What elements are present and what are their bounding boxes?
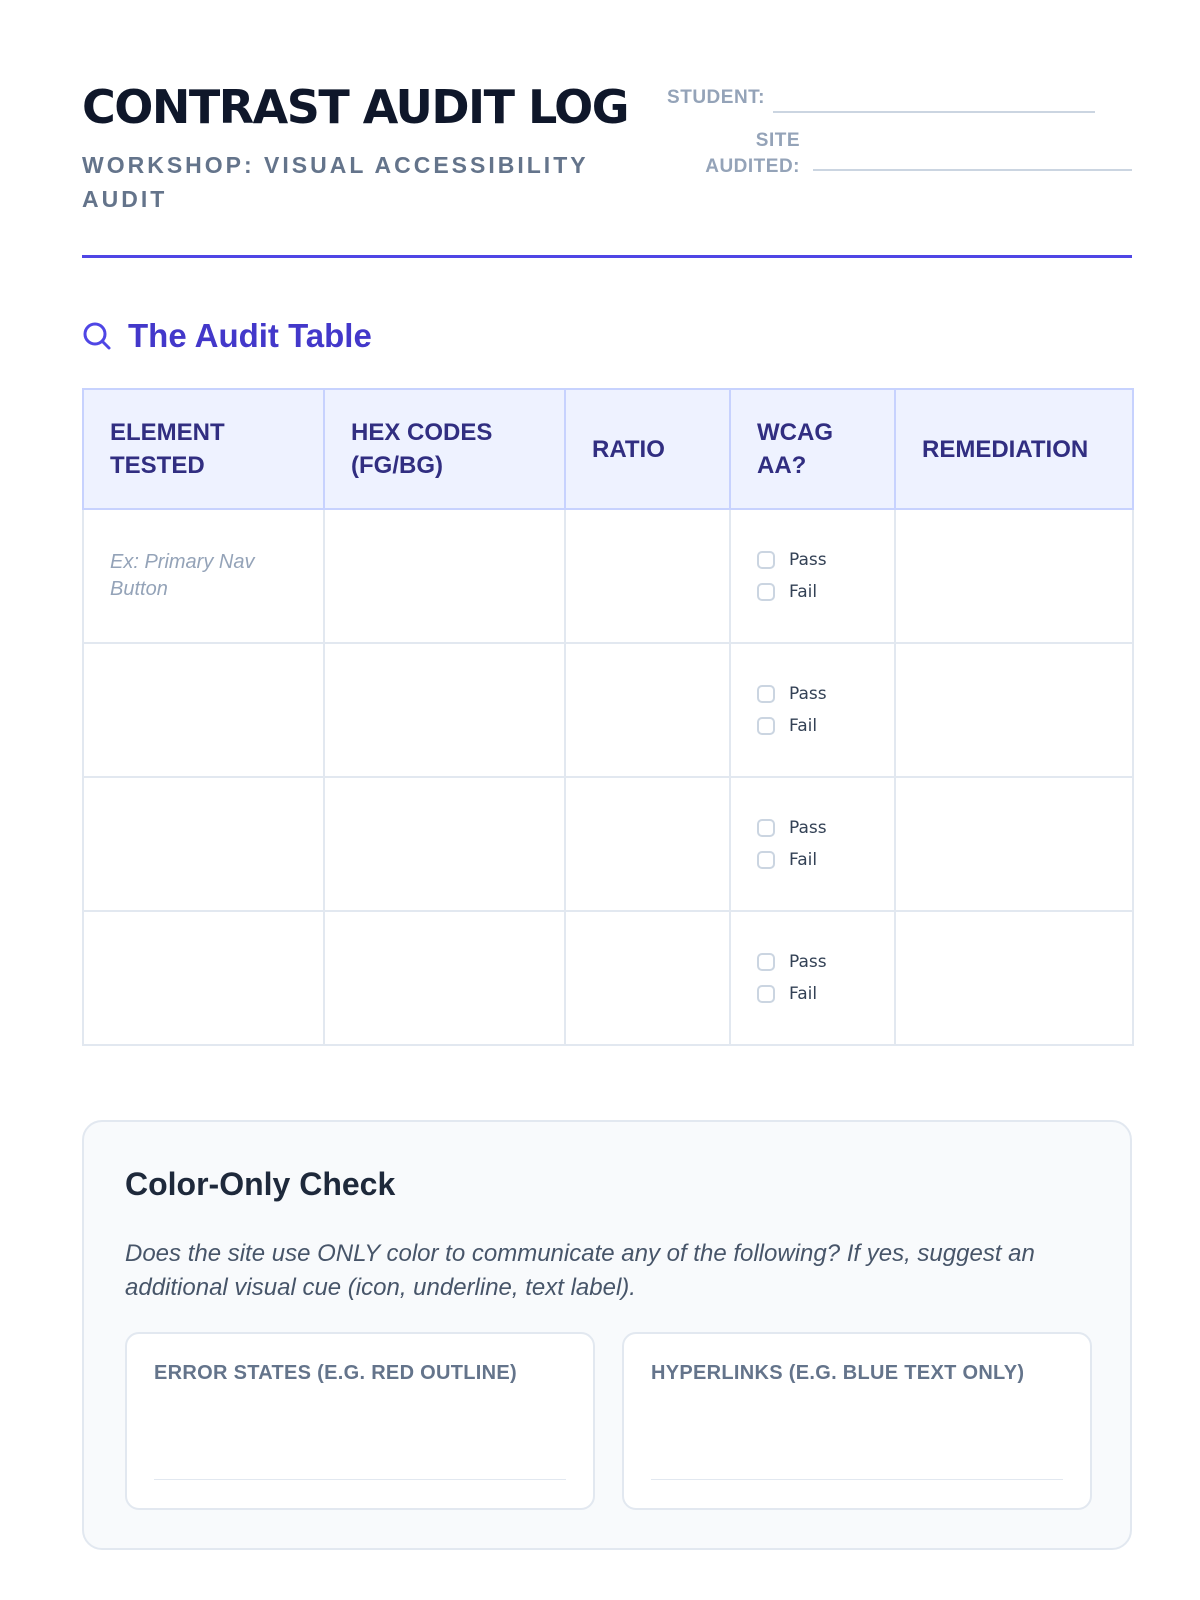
pass-option[interactable]: [757, 544, 868, 576]
table-row: [83, 643, 1133, 777]
hex-codes-cell[interactable]: [324, 643, 565, 777]
column-header-hex-codes: HEX CODES (FG/BG): [324, 389, 565, 509]
fail-checkbox[interactable]: [757, 985, 775, 1003]
error-states-card: [125, 1332, 595, 1510]
hex-codes-cell[interactable]: [324, 509, 565, 643]
column-header-element: ELEMENT TESTED: [83, 389, 324, 509]
hex-codes-cell[interactable]: [324, 911, 565, 1045]
pass-label: Pass: [789, 818, 827, 838]
fail-label: Fail: [789, 984, 818, 1004]
pass-checkbox[interactable]: [757, 819, 775, 837]
audit-section-title: The Audit Table: [128, 317, 372, 354]
pass-option[interactable]: [757, 946, 868, 978]
column-header-remediation: REMEDIATION: [895, 389, 1133, 509]
pass-label: Pass: [789, 684, 827, 704]
fail-label: Fail: [789, 582, 818, 602]
table-row: [83, 777, 1133, 911]
pass-label: Pass: [789, 952, 827, 972]
ratio-cell[interactable]: [565, 509, 730, 643]
element-cell[interactable]: [83, 911, 324, 1045]
ratio-cell[interactable]: [565, 643, 730, 777]
column-header-wcag: WCAG AA?: [730, 389, 895, 509]
student-name-field[interactable]: [773, 111, 1095, 113]
wcag-cell: [730, 509, 895, 643]
hyperlinks-label: HYPERLINKS (E.G. BLUE TEXT ONLY): [651, 1362, 1025, 1384]
error-states-answer-field[interactable]: [154, 1479, 566, 1480]
pass-checkbox[interactable]: [757, 551, 775, 569]
fail-label: Fail: [789, 716, 818, 736]
remediation-cell[interactable]: [895, 509, 1133, 643]
page-title: CONTRAST AUDIT LOG: [82, 80, 629, 134]
wcag-cell: [730, 911, 895, 1045]
pass-checkbox[interactable]: [757, 953, 775, 971]
element-cell[interactable]: [83, 643, 324, 777]
fail-option[interactable]: [757, 978, 868, 1010]
element-cell[interactable]: [83, 777, 324, 911]
pass-option[interactable]: [757, 812, 868, 844]
remediation-cell[interactable]: [895, 643, 1133, 777]
fail-label: Fail: [789, 850, 818, 870]
color-only-description: Does the site use ONLY color to communicate any of the following? If yes, suggest an additional visual cue (icon, underline, text label).: [125, 1240, 1035, 1301]
site-audited-label: SITE AUDITED:: [705, 130, 800, 177]
remediation-cell[interactable]: [895, 777, 1133, 911]
table-row: [83, 911, 1133, 1045]
fail-option[interactable]: [757, 710, 868, 742]
fail-option[interactable]: [757, 844, 868, 876]
hex-codes-cell[interactable]: [324, 777, 565, 911]
fail-checkbox[interactable]: [757, 851, 775, 869]
audit-table: [82, 388, 1134, 1046]
table-row: [83, 509, 1133, 643]
table-header-row: [83, 389, 1133, 509]
fail-checkbox[interactable]: [757, 717, 775, 735]
worksheet-header: [82, 0, 1132, 258]
error-states-label: ERROR STATES (E.G. RED OUTLINE): [154, 1362, 518, 1384]
color-only-panel: [82, 1120, 1132, 1550]
fail-checkbox[interactable]: [757, 583, 775, 601]
pass-checkbox[interactable]: [757, 685, 775, 703]
fail-option[interactable]: [757, 576, 868, 608]
column-header-ratio: RATIO: [565, 389, 730, 509]
worksheet-page: [82, 0, 1132, 1384]
element-cell[interactable]: [83, 509, 324, 643]
site-audited-field[interactable]: [813, 169, 1132, 171]
wcag-cell: [730, 777, 895, 911]
page-subtitle: WORKSHOP: VISUAL ACCESSIBILITY AUDIT: [82, 152, 589, 212]
pass-option[interactable]: [757, 678, 868, 710]
remediation-cell[interactable]: [895, 911, 1133, 1045]
hyperlinks-card: [622, 1332, 1092, 1510]
audit-section-heading: [82, 316, 372, 356]
pass-label: Pass: [789, 550, 827, 570]
wcag-cell: [730, 643, 895, 777]
student-label: STUDENT:: [667, 87, 765, 108]
search-icon: [82, 321, 112, 351]
example-placeholder: Ex: Primary Nav Button: [110, 551, 255, 600]
ratio-cell[interactable]: [565, 777, 730, 911]
color-only-title: Color-Only Check: [125, 1166, 396, 1202]
hyperlinks-answer-field[interactable]: [651, 1479, 1063, 1480]
ratio-cell[interactable]: [565, 911, 730, 1045]
